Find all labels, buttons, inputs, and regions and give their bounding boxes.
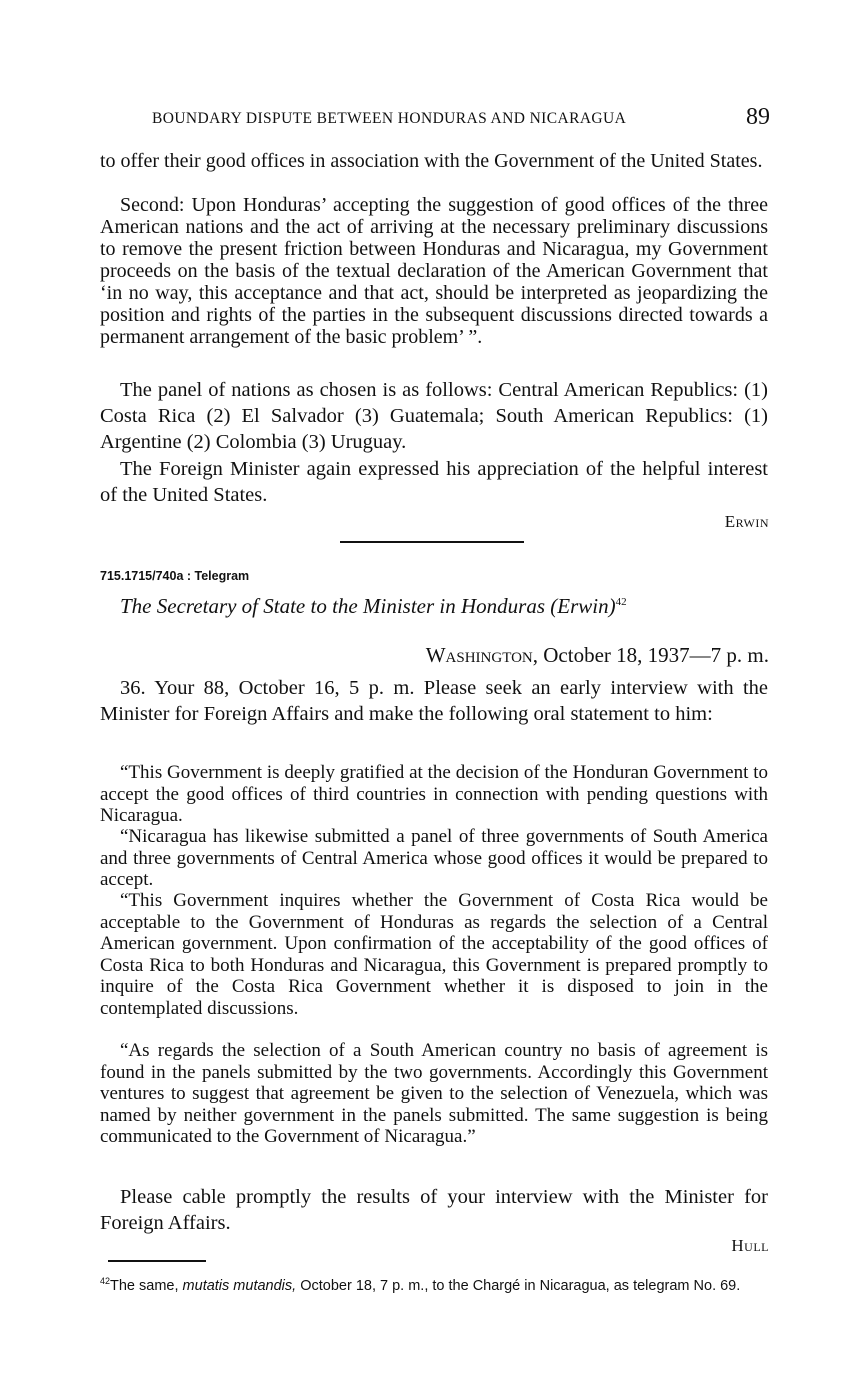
quote-paragraph-2: “Nicaragua has likewise submitted a panel of three governments of South America and three governments of Central America whose good offices it would be prepared to accept. xyxy=(100,826,768,891)
paragraph-closing: Please cable promptly the results of your interview with the Minister for Foreign Affairs. xyxy=(100,1186,768,1234)
page-header xyxy=(152,104,770,134)
quote-paragraph-4: “As regards the selection of a South American country no basis of agreement is found in the panels submitted by the two governments. Accordingly this Government ventures to suggest that agreement be given to the selection of Venezuela, which was named by neither government in the panels submitted. The same suggestion is being communicated to the Government of Nicaragua.” xyxy=(100,1040,768,1148)
file-reference: 715.1715/740a : Telegram xyxy=(100,569,250,583)
dateline-time: October 18, 1937—7 p. m. xyxy=(538,643,769,667)
quote-paragraph-3: “This Government inquires whether the Government of Costa Rica would be acceptable to the Government of Honduras as regards the selection of a Central American government. Upon confirmation of the acceptability of the good offices of Costa Rica to both Honduras and Nicaragua, this Government is prepared promptly to inquire of the Costa Rica Government whether it is disposed to join in the contemplated discussions. xyxy=(100,890,768,1019)
footnote-reference: 42 xyxy=(615,596,627,608)
document-title-text: The Secretary of State to the Minister in Honduras (Erwin) xyxy=(120,594,616,618)
signature-erwin: Erwin xyxy=(724,512,769,531)
quote-paragraph-1: “This Government is deeply gratified at the decision of the Honduran Government to accept the good offices of third countries in connection with pending questions with Nicaragua. xyxy=(100,762,768,827)
footnote xyxy=(100,1271,770,1296)
footnote-italic-phrase: mutatis mutandis, xyxy=(182,1277,297,1294)
section-divider xyxy=(340,541,524,543)
paragraph-intro: 36. Your 88, October 16, 5 p. m. Please seek an early interview with the Minister for Foreign Affairs and make the following oral statement to him: xyxy=(100,677,768,725)
dateline-place: Washington, xyxy=(425,643,539,667)
paragraph-continuation: to offer their good offices in association with the Government of the United States. xyxy=(100,150,763,172)
footnote-text-start: The same, xyxy=(110,1277,183,1294)
paragraph-panel: The panel of nations as chosen is as follows: Central American Republics: (1) Costa Rica (2) El Salvador (3) Guatemala; South American Republics: (1) Argentine (2) Colombia (3) Uruguay. xyxy=(100,379,768,453)
footnote-text-end: October 18, 7 p. m., to the Chargé in Nicaragua, as telegram No. 69. xyxy=(296,1277,741,1294)
running-title: BOUNDARY DISPUTE BETWEEN HONDURAS AND NICARAGUA xyxy=(152,110,627,127)
footnote-marker: 42 xyxy=(100,1276,111,1286)
paragraph-appreciation: The Foreign Minister again expressed his appreciation of the helpful interest of the United States. xyxy=(100,458,768,506)
paragraph-second: Second: Upon Honduras’ accepting the suggestion of good offices of the three American nations and the act of arriving at the necessary preliminary discussions to remove the present friction between Honduras and Nicaragua, my Government proceeds on the basis of the textual declaration of the American Government that ‘in no way, this acceptance and that act, should be interpreted as jeopardizing the position and rights of the parties in the subsequent discussions directed towards a permanent arrangement of the basic problem’ ”. xyxy=(100,194,768,348)
signature-hull: Hull xyxy=(731,1236,769,1255)
dateline xyxy=(426,643,769,668)
page-number: 89 xyxy=(746,104,770,130)
footnote-divider xyxy=(108,1260,206,1262)
document-title xyxy=(120,594,627,619)
